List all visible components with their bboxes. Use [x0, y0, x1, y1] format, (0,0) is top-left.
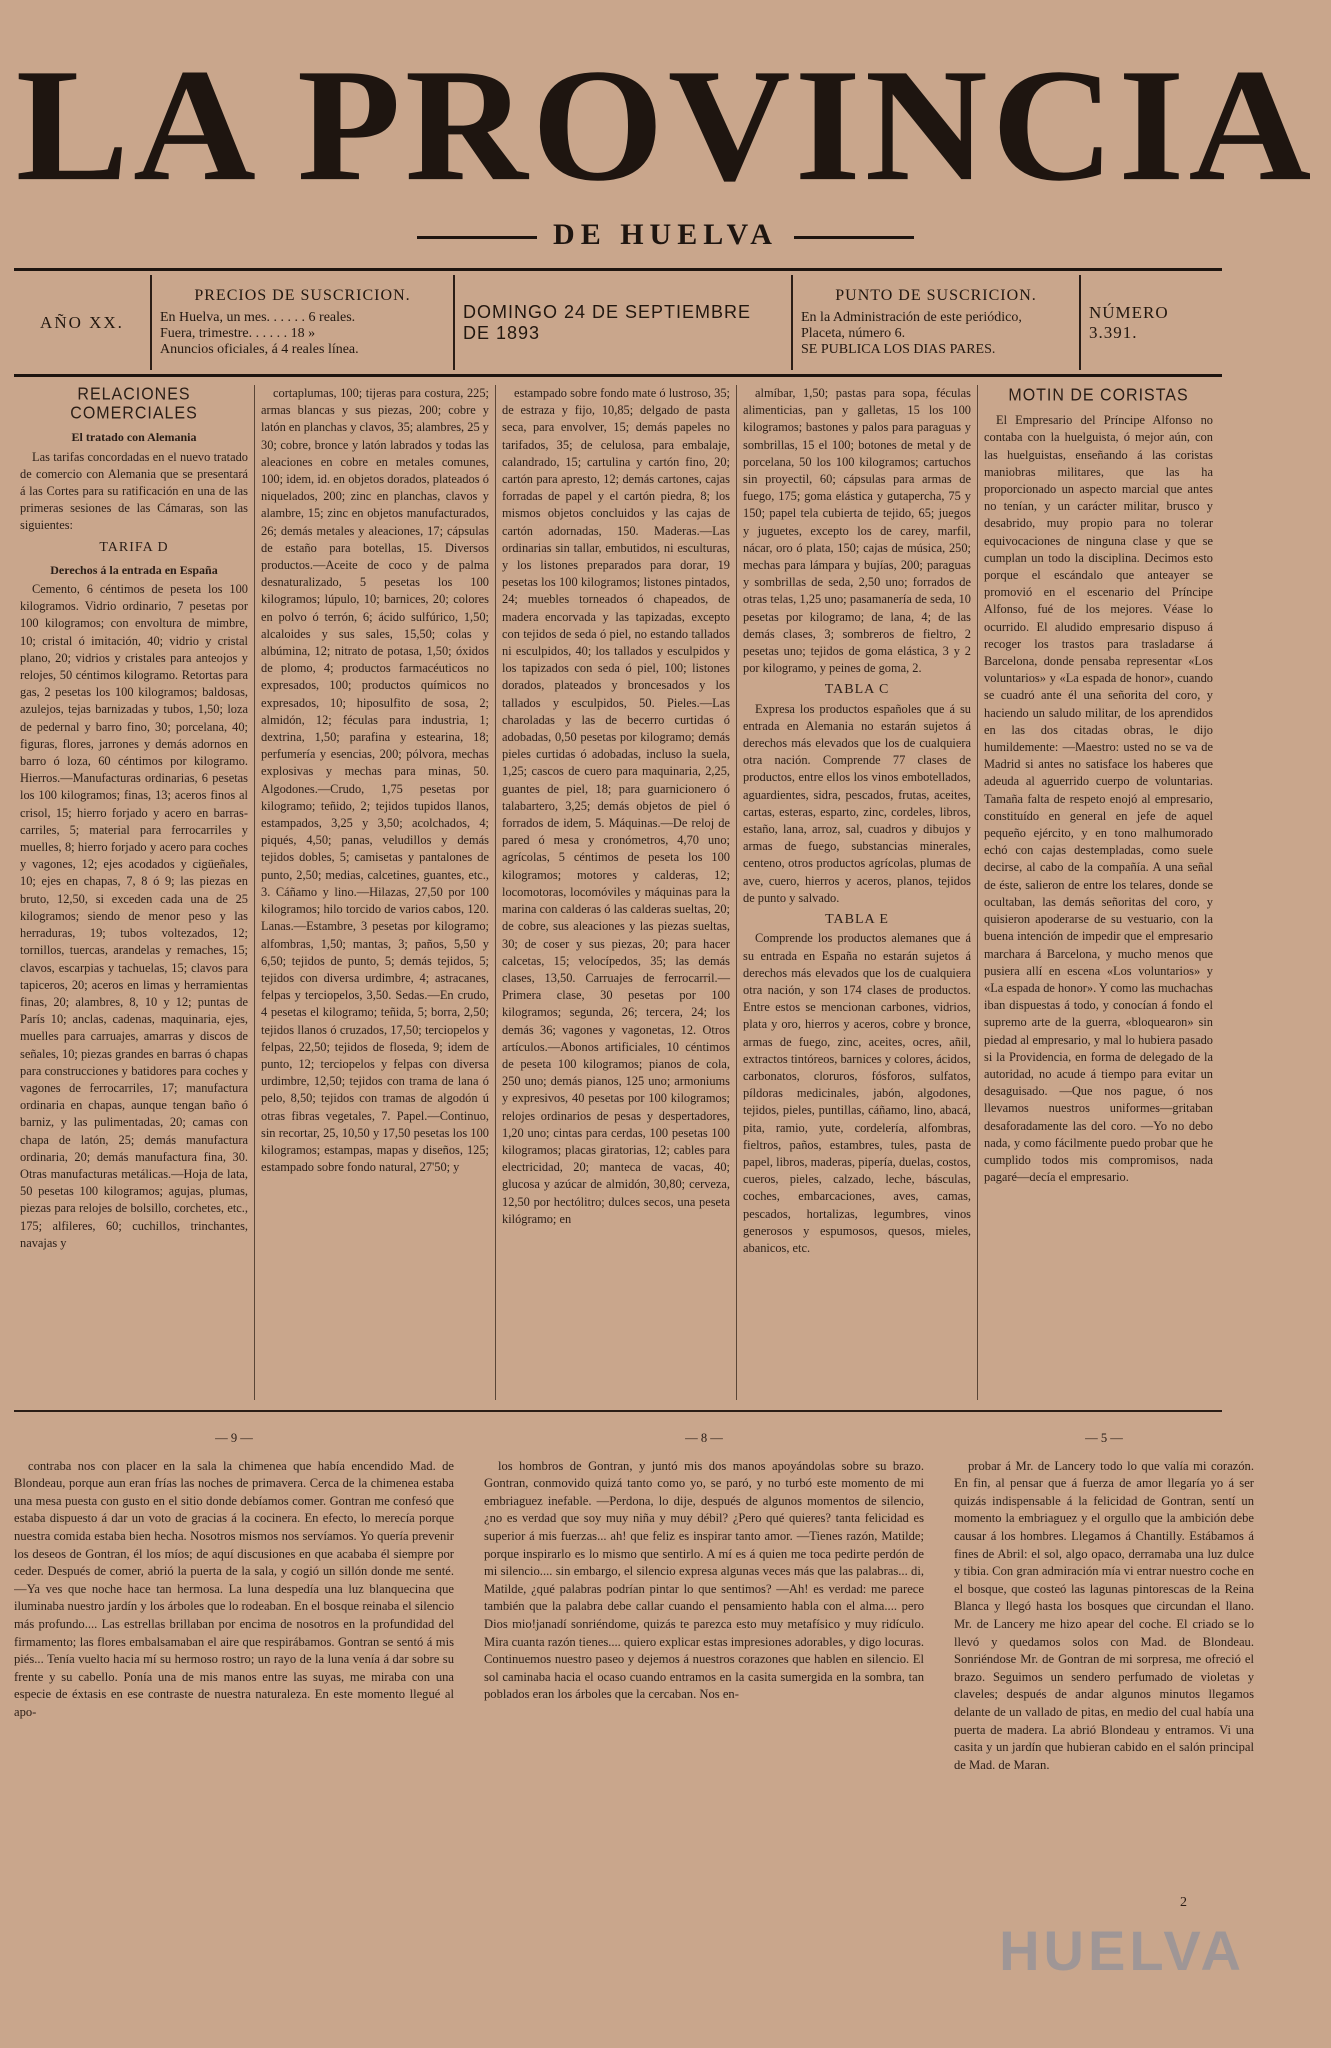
article-paragraph: Las tarifas concordadas en el nuevo tratado de comercio con Alemania que se presentará á las Cortes para su ratificación en una de las primeras sesiones de las Cámaras, son las siguientes: [20, 449, 248, 533]
article-paragraph: Comprende los productos alemanes que á su entrada en España no estarán sujetos á derechos más elevados que los de cualquiera otra nación, y son 174 clases de productos. Entre estos se mencionan carbones, vidrios, plata y oro, hierros y aceros, cobre y bronce, armas de fuego, zinc, aceites, ocres, añil, extractos tintóreos, barnices y colores, ácidos, carbonatos, cloruros, fósforos, sulfatos, píldoras medicinales, jabón, algodones, tejidos, pieles, puntillas, cáñamo, lino, abacá, pita, ramio, yute, cordelería, alfombras, fieltros, paños, estambres, tules, pasta de papel, libros, maderas, pipería, duelas, costos, cueros, pieles, calzado, leche, básculas, coches, embarcaciones, aves, camas, pescados, hortalizas, legumbres, vinos generosos y espumosos, quesos, mieles, abanicos, etc. [743, 931, 971, 1255]
newspaper-subtitle: DE HUELVA [0, 218, 1331, 252]
issue-date: DOMINGO 24 DE SEPTIEMBRE DE 1893 [455, 275, 793, 370]
article-columns [14, 385, 1222, 1400]
article-subtitle: El tratado con Alemania [71, 430, 197, 445]
archive-watermark: HUELVA [999, 1918, 1245, 1982]
header-top-rule [14, 268, 1222, 271]
issue-number: NÚMERO 3.391. [1089, 302, 1169, 342]
folletin-page-number: — 8 — [685, 1431, 723, 1445]
point-line: Placeta, número 6. [801, 325, 906, 341]
column-3 [496, 385, 737, 1400]
folletin-text: probar á Mr. de Lancery todo lo que valía mi corazón. En fin, al pensar que á fuerza de amor llegaría yo á ser quizás indispensable á la felicidad de Gontran, sentí un momento la embriaguez y el orgullo que la ambición debe causar á los hombres. Llegamos á Chantilly. Estábamos á fines de Abril: el sol, algo opaco, derramaba una luz dulce y tibia. Con gran admiración mía vi entrar nuestro coche en el bosque, que costeó las lagunas pintorescas de la Reina Blanca y llegó hasta los bosques que circundan el llano. Mr. de Lancery me hizo apear del coche. El criado se lo llevó y quedamos solos con Mad. de Blondeau. Sonriéndose Mr. de Gontran de mi sorpresa, me ofreció el brazo. Seguimos un sendero perfumado de violetas y claveles; después de andar algunos minutos llegamos delante de un vallado de pitas, en medio del cual había una puerta de madera. La abrió Blondeau y entramos. Vi una casita y un jardín que hubieran cabido en el salón principal de Mad. de Maran. [954, 1458, 1254, 1772]
folletin-text: los hombros de Gontran, y juntó mis dos manos apoyándolas sobre su brazo. Gontran, conmovido quizá tanto como yo, se paró, y no turbó este momento de mi embriaguez inefable. —Perdona, lo dije, después de algunos momentos de silencio, ¿no es verdad que soy muy niña y muy débil? ¿Pero qué quieres? tanta felicidad es superior á mis fuerzas... ah! que feliz es inspirar tanto amor. —Tienes razón, Matilde; porque inspirarlo es lo mismo que sentirlo. A mí es á quien me toca pedirte perdón de mi silencio.... sin embargo, el silencio expresa algunas veces más que las palabras... di, Matilde, ¿qué palabras podrían pintar lo que sentimos? —Ah! es verdad: me parece también que la palabra debe callar cuando el pensamiento habla con el alma.... pero Dios mio!janadí sonriéndome, quizás te parezca esto muy metafísico y muy ridículo. Mira cuanta razón tienes.... quiero explicar estas impresiones adorables, y digo locuras. Continuemos nuestro paseo y dejemos á nuestros corazones que hablen en silencio. El sol caminaba hacia el ocaso cuando entramos en la casita sumergida en la sombra, tan poblados eran los árboles que la cercaban. Nos en- [484, 1458, 924, 1702]
folletin-page-number: — 5 — [1085, 1431, 1123, 1445]
article-paragraph: cortaplumas, 100; tijeras para costura, 225; armas blancas y sus piezas, 200; cobre y latón en planchas y clavos, 35; alambres, 25 y 30; cobre, bronce y latón labrados y todas las aleaciones en cobre en metales comunes, 100; idem, id. en objetos dorados, plateados ó niquelados, 200; zinc en planchas, clavos y alambre, 15; zinc en objetos manufacturados, 26; demás metales y aleaciones, 17; cápsulas de estaño para botellas, 15. Diversos productos.—Aceite de coco y de palma desnaturalizado, 5 pesetas los 100 kilogramos; lúpulo, 10; barnices, 20; colores en polvo ó terrón, 6; ácido sulfúrico, 1,50; alcaloides y sus sales, 15,50; colas y albúmina, 12; nitrato de potasa, 1,50; óxidos de plomo, 4; productos farmacéuticos no expresados, 100; productos químicos no expresados, 10; hiposulfito de sosa, 2; almidón, 12; féculas para industria, 1; dextrina, 1,50; parafina y estearina, 18; perfumería y esencias, 200; pólvora, mechas explosivas y mechas para minas, 50. Algodones.—Crudo, 1,75 pesetas por kilogramo; teñido, 2; tejidos tupidos llanos, estampados, 3,25 y 3,50; acolchados, 4; piqués, 4,50; panas, veludillos y demás tejidos dobles, 5; camisetas y pantalones de punto, 2,50; medias, calcetines, guantes, etc., 3. Cáñamo y lino.—Hilazas, 27,50 por 100 kilogramos; hilo torcido de varios cabos, 120. Lanas.—Estambre, 3 pesetas por kilogramo; alfombras, 1,50; mantas, 3; paños, 5,50 y 6,50; tejidos de punto, 5; demás tejidos, 5; tejidos con diversa urdimbre, 4; astracanes, felpas y terciopelos, 3,50. Sedas.—En crudo, 4 pesetas el kilogramo; teñida, 5; borra, 2,50; tejidos llanos ó cruzados, 17,50; terciopelos y felpas, 22,50; tejidos de floseda, 9; idem de punto, 12; terciopelos y felpas con diversa urdimbre, 12,50; tejidos con trama de lana ó pelo, 8,50; tejidos con tramas de algodón ú otras fibras vegetales, 7. Papel.—Continuo, sin recortar, 25, 10,50 y 17,50 pesetas los 100 kilogramos; estampas, mapas y diseños, 125; estampado sobre fondo natural, 27'50; y [261, 386, 489, 1175]
tabla-c-heading: TABLA C [824, 682, 890, 698]
folletin-column-left [14, 1430, 454, 2030]
tarifa-subheading: Derechos á la entrada en España [50, 562, 218, 577]
tabla-e-heading: TABLA E [825, 912, 889, 928]
subscription-prices [152, 275, 455, 370]
price-line: Fuera, trimestre. . . . . . 18 » [160, 325, 316, 341]
column-1 [14, 385, 255, 1400]
tarifa-heading: TARIFA D [99, 539, 169, 555]
column-4 [737, 385, 978, 1400]
article-paragraph: estampado sobre fondo mate ó lustroso, 35; de estraza y fijo, 10,85; delgado de pasta seca, para envolver, 15; demás papeles no tarifados, 35; de celulosa, para embalaje, calandrado, 15; cartulina y cartón fino, 20; cartón para apresto, 12; demás cartones, cajas forradas de papel y el cartón piedra, 8; los mismos objetos concluidos y las cajas de cartón adornadas, 150. Maderas.—Las ordinarias sin tallar, embutidos, ni esculturas, y los listones preparados para dorar, 19 pesetas los 100 kilogramos; listones pintados, 24; muebles torneados ó chapeados, de madera encorvada y las tapizadas, excepto con tejidos de seda ó piel, no estando tallados ni esculpidos, 40; los tallados y esculpidos y los tapizados con seda ó piel, 100; listones dorados, plateados y broncesados y los tallados y esculpidos, 50. Pieles.—Las charoladas y las de becerro curtidas ó adobadas, 0,50 pesetas por kilogramo; demás pieles curtidas ó adobadas, incluso la suela, 1,25; cascos de cuero para maquinaria, 2,25, guantes de piel, 18; para guarnicionero ó talabartero, 3,25; demás objetos de piel ó forrados de idem, 5. Máquinas.—De reloj de pared ó mesa y cronómetros, 4,70 uno; agrícolas, 5 céntimos de peseta los 100 kilogramos; motores y calderas, 12; locomotoras, locomóviles y máquinas para la marina con calderas ó las calderas sueltas, 20; de cobre, sus aleaciones y las piezas sueltas, 30; de coser y sus piezas, 20; para hacer calcetas, 15; velocípedos, 35; las demás clases, 13,50. Carruajes de ferrocarril.—Primera clase, 30 pesetas por 100 kilogramos; segunda, 26; tercera, 24; los demás 36; vagones y vagonetas, 12. Otros artículos.—Abonos artificiales, 10 céntimos de peseta 100 kilogramos; pianos de cola, 250 uno; demás pianos, 125 uno; armoniums y expresivos, 40 pesetas por 100 kilogramos; relojes ordinarios de pesas y despertadores, 1,20 uno; cintas para cerdas, 100 pesetas 100 kilogramos; placas giratorias, 12; cables para electricidad, 20; manteca de vacas, 40; glucosa y azúcar de almidón, 30,80; cerveza, 12,50 por hectólitro; dulces secos, una peseta kilógramo; en [502, 386, 730, 1226]
article-paragraph: almíbar, 1,50; pastas para sopa, féculas alimenticias, pan y galletas, 15 los 100 kilogramos; bastones y palos para paraguas y sombrillas, 15 el 100; botones de metal y de porcelana, 50 los 100 kilogramos; cartuchos sin proyectil, 60; cápsulas para armas de fuego, 175; goma elástica y gutapercha, 75 y 150; papel tela cubierta de tejido, 65; juegos y juguetes, excepto los de carey, marfil, nácar, oro ó plata, 150; cajas de música, 250; mechas para lámpara y bujías, 200; paraguas y sombrillas de seda, 2,50 uno; forrados de otras telas, 1,25 uno; pasamanería de seda, 10 pesetas por kilogramo; de lana, 4; de las demás clases, 3; sombreros de fieltro, 2 pesetas uno; tejidos de goma elástica, 3 y 2 por kilogramo, y peines de goma, 2. [743, 386, 971, 676]
article-title-motin: MOTIN DE CORISTAS [1008, 386, 1189, 405]
year-label: AÑO XX. [14, 275, 152, 370]
price-line: Anuncios oficiales, á 4 reales línea. [160, 341, 359, 357]
header-bottom-rule [14, 374, 1222, 377]
newspaper-title: LA PROVINCIA [15, 35, 1316, 215]
point-line: En la Administración de este periódico, [801, 309, 1022, 325]
article-paragraph: Cemento, 6 céntimos de peseta los 100 kilogramos. Vidrio ordinario, 7 pesetas por 100 kilogramos; con envoltura de mimbre, 10; cristal ó imitación, 40; vidrio y cristal plano, 20; vidrios y cristales para anteojos y relojes, 50 céntimos kilogramo. Retortas para gas, 2 pesetas los 100 kilogramos; baldosas, azulejos, tejas barnizadas y tubos, 1,50; loza de pedernal y barro fino, 30; porcelana, 40; figuras, flores, jarrones y demás adornos en barro ó loza, 60 céntimos por kilogramo. Hierros.—Manufacturas ordinarias, 6 pesetas los 100 kilogramos; finas, 13; aceros finos al crisol, 15; hierro forjado y acero en barras-carriles, 5; material para ferrocarriles y muelles, 8; hierro forjado y acero para coches y vagones, 12; ejes acodados y cigüeñales, 10; ejes en chapas, 7, 8 ó 9; las piezas en bruto, 12,50, si exceden cada una de 25 kilogramos; siendo de menor peso y las herraduras, 19; tubos voltezados, 12; tornillos, tuercas, arandelas y remaches, 15; clavos, escarpias y tachuelas, 15; clavos para tapiceros, 20; aceros en limas y herramientas finas, 20; alambres, 8, 10 y 12; puntas de París 10; anclas, cadenas, maquinaria, ejes, muelles para carruajes, amarras y discos de señales, 10; piezas grandes en barras ó chapas para construcciones y batidores para coches y vagones de ferrocarriles, 17; manufactura ordinaria en chapas, aunque tengan baño ó barniz, y las pulimentadas, 20; camas con chapa de latón, 25; demás manufactura ordinaria, 20; demás manufactura fina, 30. Otras manufacturas metálicas.—Hoja de lata, 50 pesetas 100 kilogramos; agujas, plumas, piezas para relojes de bolsillo, corchetes, etc., 175; alfileres, 60; cuchillos, trinchantes, navajas y [20, 582, 248, 1250]
folletin-column-middle [484, 1430, 924, 2030]
column-5 [978, 385, 1219, 1400]
folletin-separator [14, 1410, 1222, 1412]
column-2 [255, 385, 496, 1400]
subscription-point [793, 275, 1081, 370]
header-band [14, 275, 1222, 370]
article-title-relaciones: RELACIONES COMERCIALES [70, 385, 198, 423]
folletin-page-number: — 9 — [215, 1431, 253, 1445]
prices-title: PRECIOS DE SUSCRICION. [194, 286, 411, 304]
price-line: En Huelva, un mes. . . . . . 6 reales. [160, 309, 356, 325]
folletin-leaf-number: 2 [1180, 1895, 1187, 1910]
article-paragraph: El Empresario del Príncipe Alfonso no contaba con la huelguista, ó mejor aún, con las huelguistas, enseñando á las coristas maniobras militares, que las ha proporcionado un aspecto marcial que antes no tenían, y un carácter militar, brusco y desabrido, muy propio para no tolerar equivocaciones de ninguna clase y que se cumplan un todo la disciplina. Decimos esto porque el escándalo que anteayer se promovió en el escenario del Príncipe Alfonso, fué de los mejores. Véase lo ocurrido. El aludido empresario dispuso á recoger los trastos para trasladarse á Barcelona, donde pensaba representar «Los voluntarios» y «La espada de honor», cuando se cuadró ante él una señorita del coro, y haciendo un saludo militar, de los aprendidos en las dos citadas obras, le dijo humildemente: —Maestro: usted no se va de Madrid si antes no satisface los haberes que adeuda al aguerrido cuerpo de voluntarias. Tamaña falta de respeto enojó al empresario, constituído en general en jefe de aquel pequeño ejército, y en tono malhumorado echó con cajas destempladas, como suele decirse, al cabo de la compañía. A una señal de éste, salieron de entre los telares, donde se ocultaban, las demás señoritas del coro, y quisieron apoderarse de su vestuario, con la buena intención de impedir que el empresario marchara á Barcelona, y mucho menos que pusiera allí en escena «Los voluntarios» y «La espada de honor». Y como las muchachas iban dispuestas á todo, y conocían á fondo el supremo arte de la guerra, «bloquearon» sin piedad al empresario, y mal lo hubiera pasado si la Providencia, en forma de delegado de la autoridad, no acude á tiempo para evitar un desaguisado. —Que nos pague, ó nos llevamos nuestros uniformes—gritaban desaforadamente las del coro. —Yo no debo nada, y como fácilmente puedo probar que he cumplido todos mis compromisos, nada pagaré—decía el empresario. [984, 413, 1213, 1185]
point-title: PUNTO DE SUSCRICION. [835, 286, 1037, 304]
article-paragraph: Expresa los productos españoles que á su entrada en Alemania no estarán sujetos á derechos más elevados que los de cualquiera otra nación. Comprende 77 clases de productos, entre ellos los vinos embotellados, aguardientes, sidra, pescados, frutas, aceites, cartas, esteras, esparto, zinc, cordeles, libros, estaño, lana, arroz, sal, cuadros y dibujos y armas de fuego, substancias minerales, centeno, otros productos agrícolas, plumas de ave, cuero, hierros y aceros, planos, tejidos de punto y salvado. [743, 701, 971, 905]
folletin-text: contraba nos con placer en la sala la chimenea que había encendido Mad. de Blondeau, porque aun eran frías las noches de primavera. Cerca de la chimenea estaba una mesa puesta con gusto en el sitio donde debíamos comer. Gontran me confesó que estaba dispuesto á dar un voto de gracias á la cocinera. En efecto, lo merecía porque nuestra comida estaba bien hecha. Nosotros mismos nos servíamos. Yo quería prevenir los deseos de Gontran, él los míos; de aquí discusiones en que acababa él siempre por ceder. Después de comer, abrió la puerta de la sala, y cogió un sillón donde me senté. —Ya ves que noche hace tan hermosa. La luna despedía una luz blanquecina que iluminaba nuestro jardín y los árboles que lo rodeaban. En el bosque reinaba el silencio más profundo.... Las estrellas brillaban por encima de nosotros en la profundidad del firmamento; las flores embalsamaban el aire que respirábamos. Gontran se sentó á mis piés... Tenía vuelto hacia mí su hermoso rostro; un rayo de la luna venía á dar sobre su frente y su cabello. Ponía una de mis manos entre las suyas, me miraba con una especie de éxtasis en ese contraste de nuestra naturaleza. En este momento llegué al apo- [14, 1458, 454, 1719]
point-line: SE PUBLICA LOS DIAS PARES. [801, 341, 996, 357]
